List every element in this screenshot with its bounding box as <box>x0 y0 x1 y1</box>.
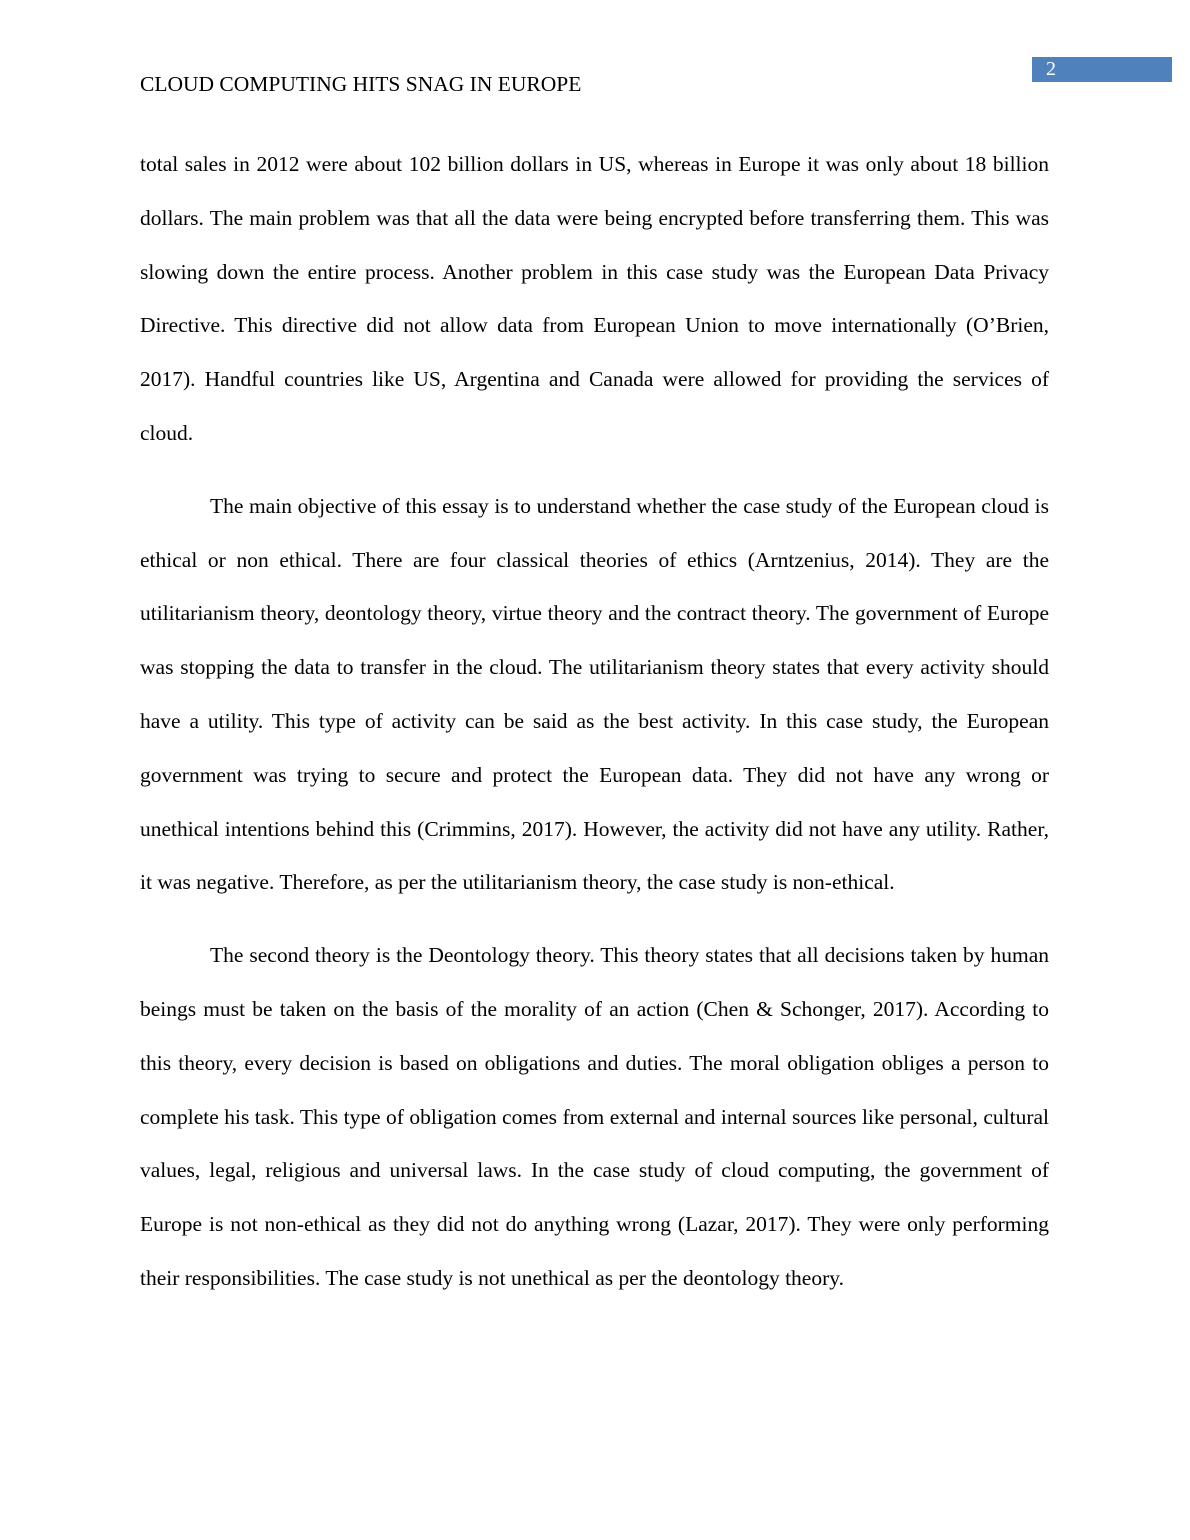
document-body <box>140 138 1049 1306</box>
page-number-bar <box>1032 57 1172 82</box>
paragraph-3: The second theory is the Deontology theory. This theory states that all decisions taken by human beings must be taken on the basis of the morality of an action (Chen & Schonger, 2017). According to this theory, every decision is based on obligations and duties. The moral obligation obliges a person to complete his task. This type of obligation comes from external and internal sources like personal, cultural values, legal, religious and universal laws. In the case study of cloud computing, the government of Europe is not non-ethical as they did not do anything wrong (Lazar, 2017). They were only performing their responsibilities. The case study is not unethical as per the deontology theory. <box>140 943 1049 1290</box>
page-number: 2 <box>1046 58 1056 80</box>
paragraph-1: total sales in 2012 were about 102 billion dollars in US, whereas in Europe it was only about 18 billion dollars. The main problem was that all the data were being encrypted before transferring them. This was slowing down the entire process. Another problem in this case study was the European Data Privacy Directive. This directive did not allow data from European Union to move internationally (O’Brien, 2017). Handful countries like US, Argentina and Canada were allowed for providing the services of cloud. <box>140 152 1049 445</box>
running-head: CLOUD COMPUTING HITS SNAG IN EUROPE <box>140 72 582 96</box>
paragraph-2: The main objective of this essay is to understand whether the case study of the European cloud is ethical or non ethical. There are four classical theories of ethics (Arntzenius, 2014). They are the utilitarianism theory, deontology theory, virtue theory and the contract theory. The government of Europe was stopping the data to transfer in the cloud. The utilitarianism theory states that every activity should have a utility. This type of activity can be said as the best activity. In this case study, the European government was trying to secure and protect the European data. They did not have any wrong or unethical intentions behind this (Crimmins, 2017). However, the activity did not have any utility. Rather, it was negative. Therefore, as per the utilitarianism theory, the case study is non-ethical. <box>140 493 1049 895</box>
